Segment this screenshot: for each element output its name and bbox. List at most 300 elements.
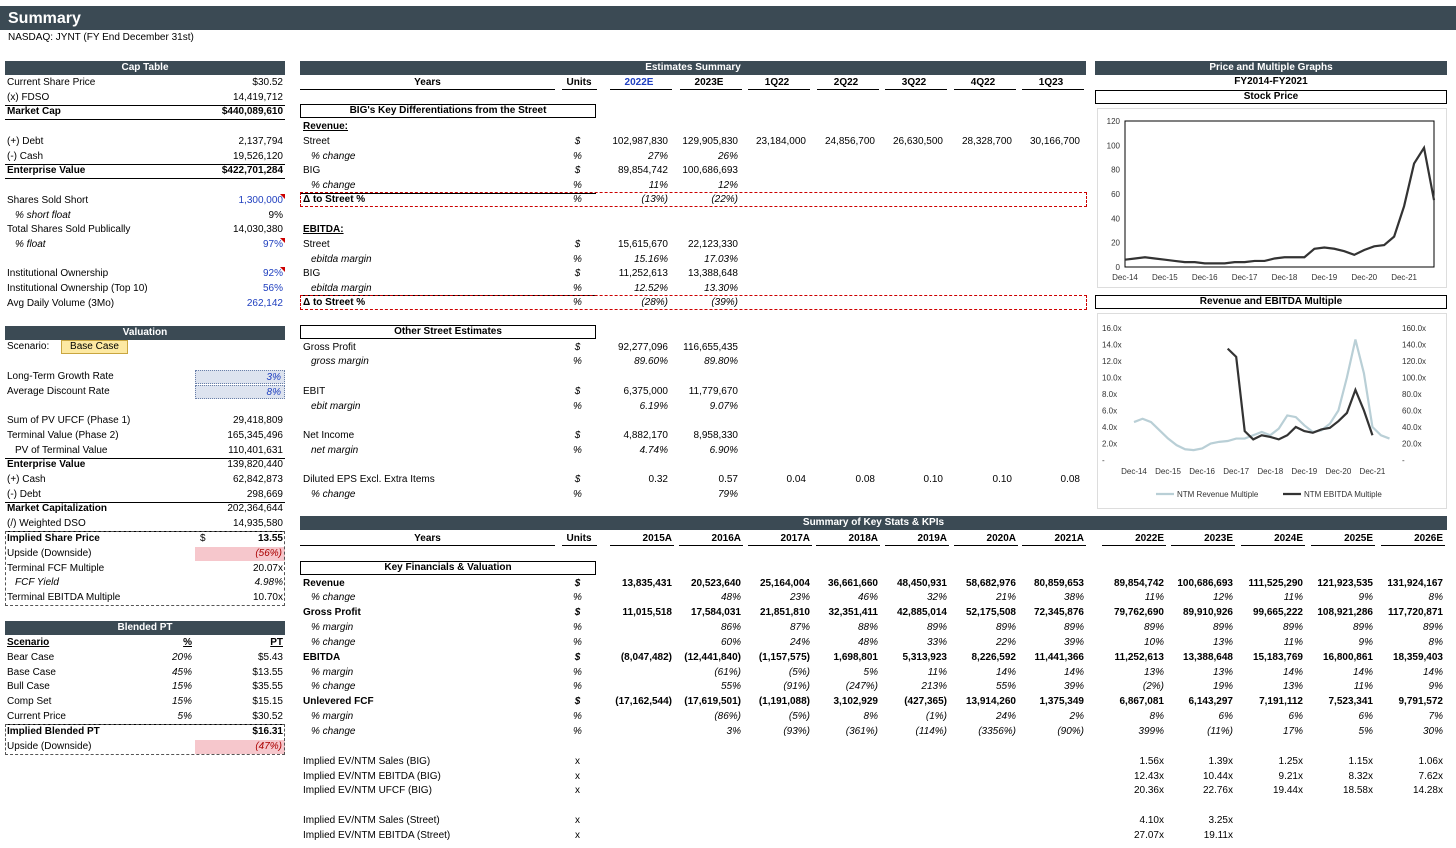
stock-x-tick-label: Dec-18 <box>1271 273 1298 282</box>
valuation-label: (-) Debt <box>7 489 41 500</box>
stock-y-tick-label: 60 <box>1111 190 1120 199</box>
kpi-value: (8,047,482) <box>620 652 672 663</box>
mult-x-tick-label: Dec-17 <box>1223 467 1250 476</box>
estimate-value: 8,958,330 <box>693 430 738 441</box>
header-underline <box>954 545 1018 546</box>
estimate-row-label: % change <box>311 151 356 162</box>
mult-y-left-tick-label: 6.0x <box>1102 406 1118 416</box>
row-divider <box>5 119 285 120</box>
kpi-value: 11% <box>1283 637 1303 648</box>
estimate-value: 23,184,000 <box>755 136 806 147</box>
header-underline <box>680 89 742 90</box>
estimate-value: 6.90% <box>709 445 738 456</box>
revenue-legend-label: NTM Revenue Multiple <box>1177 490 1259 499</box>
valuation-value: 62,842,873 <box>232 474 283 485</box>
kpi-value: 11,441,366 <box>1034 652 1084 663</box>
kpi-value: 39% <box>1063 637 1084 648</box>
kpi-value: 86% <box>720 622 741 633</box>
multiple-value: 27.07x <box>1133 830 1164 841</box>
stock-x-tick-label: Dec-20 <box>1351 273 1378 282</box>
estimate-row-unit: % <box>573 445 582 456</box>
estimate-row-label: Street <box>303 136 330 147</box>
kpi-value: (93%) <box>783 726 810 737</box>
mult-y-left-tick-label: - <box>1102 456 1105 465</box>
valuation-label: Terminal FCF Multiple <box>7 563 105 574</box>
kpi-row-unit: % <box>573 711 582 722</box>
kpi-value: 89% <box>995 622 1016 633</box>
estimate-row-unit: % <box>573 297 582 308</box>
kpi-row-unit: $ <box>574 578 581 589</box>
blended-pt: $30.52 <box>252 711 283 722</box>
kpi-value: 13% <box>1282 681 1303 692</box>
kpi-value: 111,525,290 <box>1248 578 1303 589</box>
estimate-row-unit: % <box>573 489 582 500</box>
valuation-value: 14,935,580 <box>232 518 283 529</box>
header-underline <box>1381 545 1445 546</box>
multiple-row-label: Implied EV/NTM Sales (Street) <box>303 815 440 826</box>
estimate-value: 11,252,613 <box>618 268 668 279</box>
header-underline <box>1022 545 1086 546</box>
estimate-row-unit: $ <box>574 268 581 279</box>
valuation-label: Upside (Downside) <box>7 548 92 559</box>
kpi-row-unit: % <box>573 637 582 648</box>
valuation-label: Enterprise Value <box>7 459 86 470</box>
valuation-label: Average Discount Rate <box>7 386 110 397</box>
valuation-value: 202,364,644 <box>227 503 283 514</box>
estimate-value: 0.04 <box>786 474 806 485</box>
multiple-row-unit: x <box>575 815 580 826</box>
kpi-value: (17,162,544) <box>615 696 672 707</box>
multiple-row-unit: x <box>575 756 580 767</box>
kpi-value: 5,313,923 <box>902 652 947 663</box>
header-underline <box>1171 545 1235 546</box>
kpi-col-header: 2018A <box>848 533 878 544</box>
valuation-value: 4.98% <box>254 577 283 588</box>
estimate-value: 26% <box>717 151 738 162</box>
multiple-value: 1.39x <box>1208 756 1233 767</box>
mult-y-right-tick-label: - <box>1402 456 1405 465</box>
multiple-value: 1.15x <box>1348 756 1373 767</box>
estimate-row-label: EBIT <box>303 386 326 397</box>
diff-title: BIG's Key Differentiations from the Street <box>300 104 596 118</box>
header-underline <box>1102 545 1166 546</box>
kpi-section-title: Key Financials & Valuation <box>300 561 596 575</box>
kpi-value: 213% <box>921 681 947 692</box>
scenario-label: Scenario: <box>7 341 50 352</box>
blended-pct: 15% <box>171 681 192 692</box>
revenue-section-title: Revenue: <box>303 121 349 132</box>
kpi-value: 9% <box>1358 637 1373 648</box>
blended-upside-label: Upside (Downside) <box>7 741 92 752</box>
kpi-value: 87% <box>789 622 810 633</box>
blended-pt: $13.55 <box>252 667 283 678</box>
kpi-value: 38% <box>1063 592 1084 603</box>
kpi-units-label: Units <box>566 533 592 544</box>
cap-table-label: Current Share Price <box>7 77 96 88</box>
multiple-row-label: Implied EV/NTM EBITDA (Street) <box>303 830 451 841</box>
kpi-value: 6,143,297 <box>1188 696 1233 707</box>
estimate-value: 4.74% <box>639 445 668 456</box>
estimate-row-label: Gross Profit <box>303 342 356 353</box>
valuation-input[interactable]: 3% <box>195 370 285 384</box>
kpi-value <box>592 725 672 739</box>
kpi-value <box>592 680 672 694</box>
kpi-value: 8% <box>1428 592 1443 603</box>
estimate-row-unit: % <box>573 151 582 162</box>
mult-x-tick-label: Dec-21 <box>1359 467 1386 476</box>
ebitda-legend-label: NTM EBITDA Multiple <box>1304 490 1382 499</box>
kpi-row-unit: % <box>573 622 582 633</box>
kpi-value <box>592 666 672 680</box>
stock-price-chart-area <box>1097 108 1447 288</box>
blended-pct: 20% <box>171 652 192 663</box>
kpi-value: 13,388,648 <box>1182 652 1233 663</box>
estimate-value: (28%) <box>641 297 668 308</box>
estimate-row-unit: $ <box>574 474 581 485</box>
kpi-value: 1,698,801 <box>833 652 878 663</box>
kpi-value: 55% <box>720 681 741 692</box>
kpi-value: 48% <box>857 637 878 648</box>
valuation-label: Terminal Value (Phase 2) <box>7 430 119 441</box>
header-underline <box>1241 545 1305 546</box>
kpi-value: 121,923,535 <box>1317 578 1373 589</box>
valuation-value: 29,418,809 <box>232 415 283 426</box>
kpi-value: 7,191,112 <box>1259 696 1303 707</box>
kpi-value: 11,252,613 <box>1114 652 1164 663</box>
cap-table-label: Total Shares Sold Publically <box>7 224 131 235</box>
kpi-value: 89% <box>1212 622 1233 633</box>
kpi-value: 58,682,976 <box>965 578 1016 589</box>
estimate-value: 0.10 <box>923 474 943 485</box>
kpi-value: 89% <box>1143 622 1164 633</box>
kpi-col-header: 2017A <box>780 533 810 544</box>
kpi-value: 5% <box>1358 726 1373 737</box>
stock-plot-frame <box>1125 121 1434 267</box>
kpi-value: 14% <box>1352 667 1373 678</box>
kpi-value: (90%) <box>1057 726 1084 737</box>
valuation-result-box <box>5 531 285 606</box>
kpi-value: 32,351,411 <box>828 607 878 618</box>
estimate-row-label: ebitda margin <box>311 254 372 265</box>
kpi-row-label: % change <box>311 592 356 603</box>
blended-scenario-label: Bull Case <box>7 681 50 692</box>
blended-pt: $5.43 <box>257 652 283 663</box>
kpi-value: 52,175,508 <box>965 607 1016 618</box>
multiple-row-unit: x <box>575 771 580 782</box>
cap-table-value: 2,137,794 <box>238 136 283 147</box>
kpi-value: 11% <box>927 667 947 678</box>
kpi-col-header: 2019A <box>917 533 947 544</box>
blended-result-box <box>5 724 285 755</box>
kpi-value: (1,191,088) <box>758 696 810 707</box>
valuation-value: 10.70x <box>252 592 283 603</box>
kpi-row-label: % change <box>311 726 356 737</box>
estimate-row-unit: % <box>573 401 582 412</box>
multiple-value: 3.25x <box>1208 815 1233 826</box>
multiple-chart-title: Revenue and EBITDA Multiple <box>1095 295 1447 309</box>
estimate-value: 30,166,700 <box>1029 136 1080 147</box>
kpi-value: (247%) <box>845 681 878 692</box>
kpi-years-label: Years <box>414 533 441 544</box>
kpi-row-unit: $ <box>574 652 581 663</box>
cap-table-value: 262,142 <box>246 298 283 309</box>
header-underline <box>748 545 812 546</box>
blended-scenario-label: Base Case <box>7 667 56 678</box>
cap-table-value: 56% <box>262 283 283 294</box>
valuation-label: (+) Cash <box>7 474 46 485</box>
multiple-value: 19.44x <box>1272 785 1303 796</box>
estimate-value: 12% <box>717 180 738 191</box>
estimate-value: 28,328,700 <box>961 136 1012 147</box>
multiple-value <box>1293 829 1373 843</box>
stock-price-chart <box>1098 109 1448 289</box>
header-underline <box>610 89 672 90</box>
estimate-row-unit: % <box>573 254 582 265</box>
estimates-col-header: 2Q22 <box>833 77 859 88</box>
estimate-row-label: ebitda margin <box>311 283 372 294</box>
kpi-value: 11% <box>1283 592 1303 603</box>
kpi-value: 6% <box>1358 711 1373 722</box>
estimates-units-label: Units <box>566 77 592 88</box>
multiple-row-unit: x <box>575 785 580 796</box>
estimate-row-label: BIG <box>303 268 321 279</box>
header-underline <box>817 89 879 90</box>
kpi-col-header: 2026E <box>1414 533 1443 544</box>
stock-y-tick-label: 20 <box>1111 238 1120 248</box>
kpi-value: 3% <box>726 726 741 737</box>
cap-table-value: 14,030,380 <box>232 224 283 235</box>
kpi-value: 9,791,572 <box>1398 696 1443 707</box>
multiple-value: 7.62x <box>1418 771 1443 782</box>
kpi-value: 9% <box>1358 592 1373 603</box>
estimate-value: 89.80% <box>704 356 738 367</box>
kpi-value: 12% <box>1212 592 1233 603</box>
stock-x-tick-label: Dec-17 <box>1231 273 1258 282</box>
multiple-row-label: Implied EV/NTM Sales (BIG) <box>303 756 431 767</box>
blended-scenario-label: Comp Set <box>7 696 52 707</box>
estimate-row-label: Δ to Street % <box>303 194 366 205</box>
estimate-row-label: Net Income <box>303 430 355 441</box>
kpi-value: 19% <box>1212 681 1233 692</box>
multiple-value: 1.56x <box>1139 756 1164 767</box>
kpi-value: 13% <box>1212 637 1233 648</box>
kpi-value: (1,157,575) <box>758 652 810 663</box>
estimate-value: 15.16% <box>634 254 668 265</box>
estimates-col-header: 3Q22 <box>901 77 927 88</box>
ebitda-section-title: EBITDA: <box>303 224 344 235</box>
estimate-row-unit: $ <box>574 386 581 397</box>
estimate-value: 89,854,742 <box>617 165 668 176</box>
valuation-label: FCF Yield <box>15 577 59 588</box>
estimate-value: 129,905,830 <box>682 136 738 147</box>
page-title: Summary <box>8 10 81 27</box>
kpi-value: 3,102,929 <box>833 696 878 707</box>
kpi-value: 14% <box>1422 667 1443 678</box>
kpi-col-header: 2023E <box>1204 533 1233 544</box>
multiple-value: 20.36x <box>1133 785 1164 796</box>
mult-y-left-tick-label: 16.0x <box>1102 324 1122 333</box>
kpi-value: 7% <box>1428 711 1443 722</box>
estimate-value: 0.08 <box>1060 474 1080 485</box>
kpi-value: 20,523,640 <box>690 578 741 589</box>
kpi-value: 79,762,690 <box>1113 607 1164 618</box>
valuation-header: Valuation <box>5 326 285 340</box>
estimate-row-unit: % <box>573 283 582 294</box>
header-underline <box>562 89 597 90</box>
estimate-row-label: Street <box>303 239 330 250</box>
cap-table-label: Market Cap <box>7 106 61 117</box>
kpi-value: (91%) <box>783 681 810 692</box>
kpi-value: 89,854,742 <box>1113 578 1164 589</box>
estimate-value: 13.30% <box>704 283 738 294</box>
kpi-value: 108,921,286 <box>1317 607 1373 618</box>
kpi-row-unit: % <box>573 681 582 692</box>
kpi-value: 55% <box>995 681 1016 692</box>
comment-marker-icon <box>280 238 285 243</box>
kpi-value: 21,851,810 <box>759 607 810 618</box>
valuation-value: 298,669 <box>246 489 283 500</box>
kpi-value: (3356%) <box>978 726 1016 737</box>
mult-x-tick-label: Dec-15 <box>1155 467 1181 476</box>
estimate-value: 12.52% <box>634 283 668 294</box>
kpi-value: (86%) <box>714 711 741 722</box>
estimate-row-label: BIG <box>303 165 321 176</box>
mult-x-tick-label: Dec-18 <box>1257 467 1284 476</box>
kpi-value: 1,375,349 <box>1039 696 1084 707</box>
kpi-value: 39% <box>1063 681 1084 692</box>
multiple-chart-area <box>1097 313 1447 509</box>
kpi-value: 15,183,769 <box>1252 652 1303 663</box>
kpi-col-header: 2025E <box>1344 533 1373 544</box>
comment-marker-icon <box>280 194 285 199</box>
estimate-value: (39%) <box>711 297 738 308</box>
estimate-value: 11,779,670 <box>688 386 738 397</box>
estimate-row-label: % change <box>311 180 356 191</box>
stock-y-tick-label: 0 <box>1115 263 1120 272</box>
mult-x-tick-label: Dec-14 <box>1121 467 1147 476</box>
kpi-value: 131,924,167 <box>1387 578 1443 589</box>
estimate-row-label: Diluted EPS Excl. Extra Items <box>303 474 435 485</box>
estimates-col-header: 1Q23 <box>1038 77 1064 88</box>
kpi-value: 24% <box>789 637 810 648</box>
kpi-value: (61%) <box>714 667 741 678</box>
stock-y-tick-label: 80 <box>1111 165 1120 175</box>
mult-y-left-tick-label: 14.0x <box>1102 340 1122 350</box>
header-underline <box>885 89 947 90</box>
estimate-value: (22%) <box>711 194 738 205</box>
stock-x-tick-label: Dec-21 <box>1391 273 1417 282</box>
kpi-value: 33% <box>926 637 947 648</box>
kpi-value: 80,859,653 <box>1033 578 1084 589</box>
kpi-value: 24% <box>995 711 1016 722</box>
mult-y-right-tick-label: 20.0x <box>1402 439 1422 449</box>
kpi-value: 48% <box>720 592 741 603</box>
mult-x-tick-label: Dec-16 <box>1189 467 1216 476</box>
mult-y-right-tick-label: 140.0x <box>1402 340 1427 350</box>
estimate-row-label: net margin <box>311 445 359 456</box>
estimate-row-unit: $ <box>574 430 581 441</box>
estimate-row-label: % change <box>311 489 356 500</box>
row-divider <box>5 178 285 179</box>
header-underline <box>300 545 555 546</box>
kpi-col-header: 2024E <box>1274 533 1303 544</box>
header-underline <box>610 545 674 546</box>
kpi-header: Summary of Key Stats & KPIs <box>300 516 1447 530</box>
valuation-input[interactable]: 8% <box>195 385 285 399</box>
cap-table-label: Enterprise Value <box>7 165 86 176</box>
stock-x-tick-label: Dec-15 <box>1151 273 1178 282</box>
multiple-value <box>1363 814 1443 828</box>
kpi-value: 42,885,014 <box>896 607 947 618</box>
cap-table-label: % short float <box>15 210 71 221</box>
valuation-label: Market Capitalization <box>7 503 108 514</box>
kpi-row-unit: % <box>573 592 582 603</box>
cap-table-value: 97% <box>262 239 283 250</box>
multiple-value <box>1223 814 1303 828</box>
kpi-row-label: Unlevered FCF <box>303 696 374 707</box>
estimate-value: 4,882,170 <box>623 430 668 441</box>
blended-pt: $15.15 <box>252 696 283 707</box>
valuation-label: (/) Weighted DSO <box>7 518 86 529</box>
multiple-value: 9.21x <box>1278 771 1303 782</box>
stock-price-title: Stock Price <box>1095 90 1447 104</box>
estimate-value: 27% <box>647 151 668 162</box>
header-underline <box>954 89 1016 90</box>
valuation-value: 139,820,440 <box>227 459 283 470</box>
mult-y-left-tick-label: 2.0x <box>1102 439 1118 449</box>
kpi-value: 89% <box>926 622 947 633</box>
kpi-value: 6% <box>1218 711 1233 722</box>
stock-x-tick-label: Dec-16 <box>1191 273 1218 282</box>
valuation-label: Implied Share Price <box>7 533 100 544</box>
cap-table-label: (+) Debt <box>7 136 44 147</box>
kpi-value: 10% <box>1143 637 1164 648</box>
multiple-row-unit: x <box>575 830 580 841</box>
stock-x-tick-label: Dec-19 <box>1311 273 1338 282</box>
kpi-value: 72,345,876 <box>1033 607 1084 618</box>
estimate-row-unit: % <box>573 180 582 191</box>
kpi-value: 22% <box>995 637 1016 648</box>
estimate-value <box>588 488 668 502</box>
cap-table-label: Institutional Ownership (Top 10) <box>7 283 148 294</box>
cap-table-label: Institutional Ownership <box>7 268 109 279</box>
kpi-value: (427,365) <box>904 696 947 707</box>
estimate-row-unit: $ <box>574 239 581 250</box>
kpi-value: 8% <box>863 711 878 722</box>
kpi-value: 117,720,871 <box>1387 607 1443 618</box>
blended-pct: 5% <box>177 711 192 722</box>
kpi-value <box>592 710 672 724</box>
kpi-value: (1%) <box>925 711 947 722</box>
kpi-value: 13,914,260 <box>965 696 1016 707</box>
mult-y-right-tick-label: 160.0x <box>1402 324 1427 333</box>
mult-y-right-tick-label: 40.0x <box>1402 423 1422 432</box>
kpi-value: 46% <box>857 592 878 603</box>
estimate-value: 79% <box>717 489 738 500</box>
kpi-value: 100,686,693 <box>1177 578 1233 589</box>
estimate-row-label: ebit margin <box>311 401 361 412</box>
kpi-value: 14% <box>995 667 1016 678</box>
estimate-row-unit: $ <box>574 342 581 353</box>
kpi-value: (17,619,501) <box>684 696 741 707</box>
kpi-value: 25,164,004 <box>759 578 810 589</box>
valuation-value: 110,401,631 <box>228 445 283 456</box>
valuation-value: (56%) <box>195 547 285 561</box>
kpi-value: (11%) <box>1207 726 1233 737</box>
kpi-value: (5%) <box>788 667 810 678</box>
scenario-select[interactable]: Base Case <box>61 340 128 354</box>
kpi-value: 89% <box>1063 622 1084 633</box>
